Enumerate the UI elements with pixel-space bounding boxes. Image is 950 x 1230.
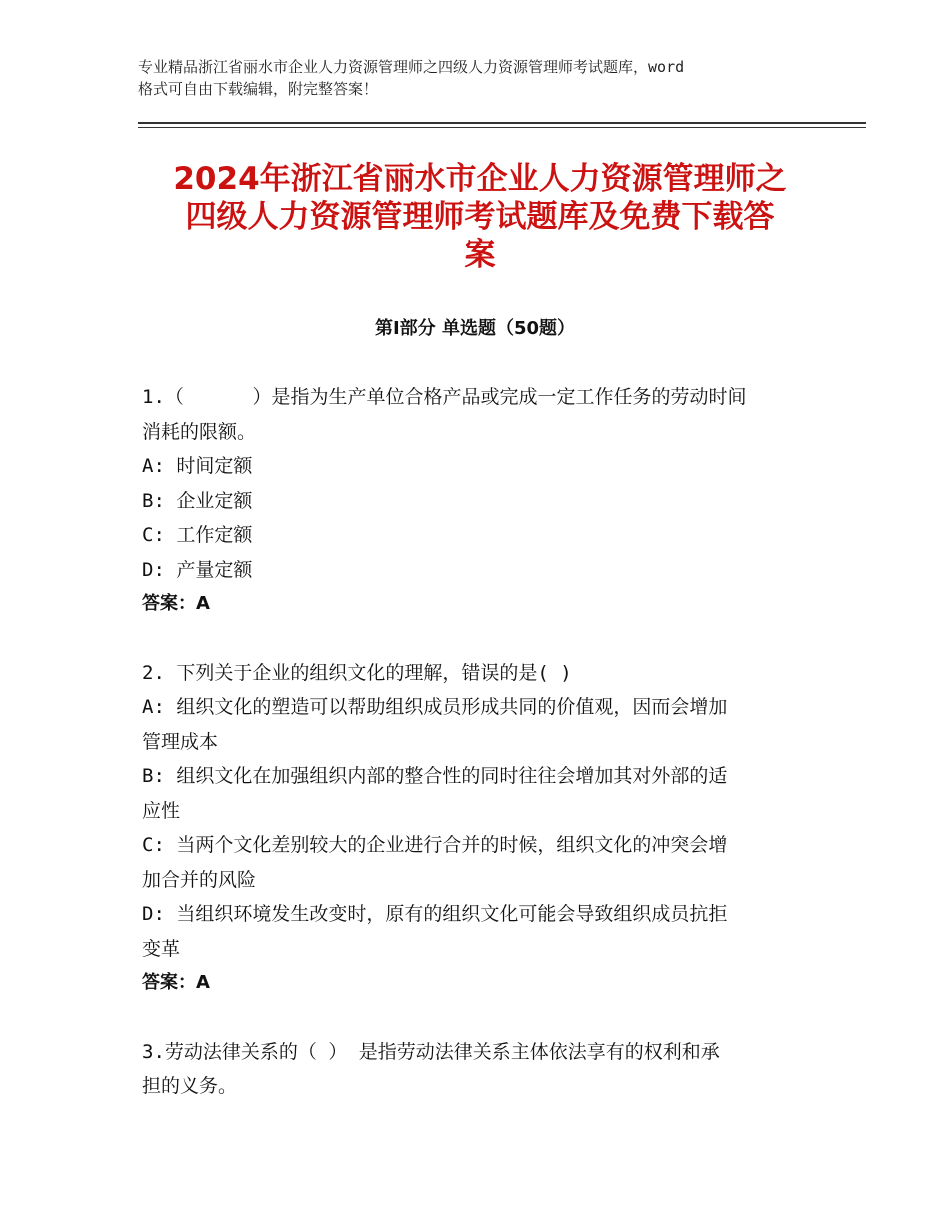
option-d: D: 当组织环境发生改变时，原有的组织文化可能会导致组织成员抗拒 bbox=[142, 903, 728, 925]
option-c: C: 工作定额 bbox=[142, 524, 253, 546]
option-c: C: 当两个文化差别较大的企业进行合并的时候，组织文化的冲突会增 bbox=[142, 834, 728, 856]
question-3 bbox=[142, 1035, 822, 1104]
option-a: A: 时间定额 bbox=[142, 455, 253, 477]
option-c-continued: 加合并的风险 bbox=[142, 868, 257, 891]
document-title-line: 2024年浙江省丽水市企业人力资源管理师之 bbox=[173, 161, 787, 197]
option-d: D: 产量定额 bbox=[142, 558, 253, 581]
answer-line: 答案：A bbox=[142, 972, 210, 993]
question-1 bbox=[142, 380, 822, 622]
option-a: A: 组织文化的塑造可以帮助组织成员形成共同的价值观，因而会增加 bbox=[142, 696, 728, 718]
header-note-line: 专业精品浙江省丽水市企业人力资源管理师之四级人力资源管理师考试题库，word bbox=[138, 58, 685, 76]
option-b: B: 企业定额 bbox=[142, 489, 253, 512]
document-title-line: 案 bbox=[464, 237, 496, 273]
section-title: 第Ⅰ部分 单选题（50题） bbox=[374, 318, 575, 339]
header-divider-thick bbox=[138, 122, 866, 124]
option-b: B: 组织文化在加强组织内部的整合性的同时往往会增加其对外部的适 bbox=[142, 765, 728, 787]
question-list bbox=[142, 380, 822, 1138]
document-title-line: 四级人力资源管理师考试题库及免费下载答 bbox=[185, 199, 775, 235]
option-d-continued: 变革 bbox=[142, 937, 181, 960]
document-title bbox=[110, 160, 850, 274]
answer-line: 答案：A bbox=[142, 593, 210, 614]
header-note-line: 格式可自由下载编辑，附完整答案！ bbox=[138, 80, 379, 98]
question-stem-line: 1.（ ）是指为生产单位合格产品或完成一定工作任务的劳动时间 bbox=[142, 386, 747, 408]
option-b-continued: 应性 bbox=[142, 799, 181, 822]
option-a-continued: 管理成本 bbox=[142, 730, 219, 753]
question-stem-line: 3.劳动法律关系的（ ） 是指劳动法律关系主体依法享有的权利和承 bbox=[142, 1040, 720, 1063]
header-note bbox=[138, 56, 828, 100]
question-stem-line: 消耗的限额。 bbox=[142, 420, 257, 443]
question-stem-line: 担的义务。 bbox=[142, 1075, 238, 1097]
question-stem-line: 2. 下列关于企业的组织文化的理解，错误的是( ) bbox=[142, 661, 572, 684]
header-divider-thin bbox=[138, 127, 866, 128]
question-2 bbox=[142, 656, 822, 1001]
